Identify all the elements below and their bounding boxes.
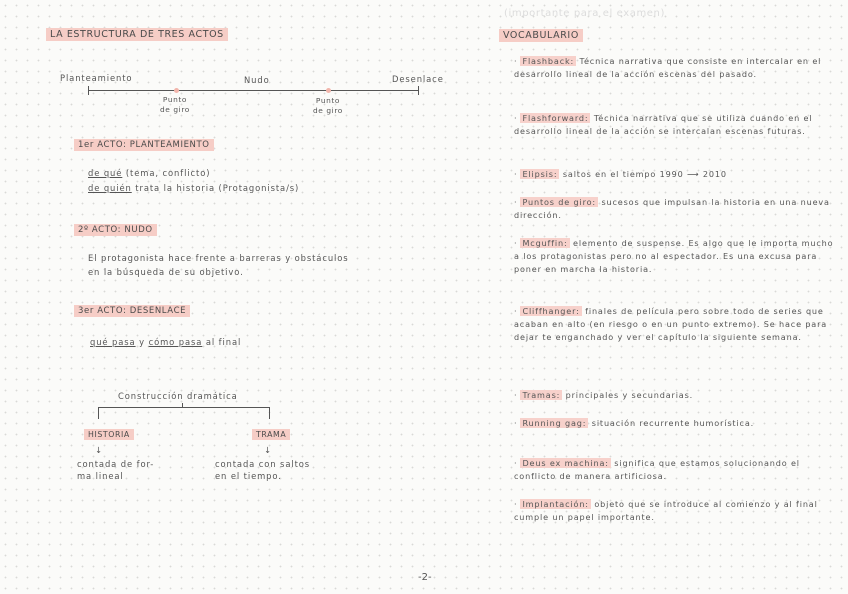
vocab-term: Tramas:: [522, 390, 561, 400]
vocab-item: · Elipsis: saltos en el tiempo 1990 ⟶ 2010: [514, 169, 727, 179]
vocab-item: · Tramas: principales y secundarias.: [514, 390, 694, 400]
act3-line1: qué pasa y cómo pasa al final: [90, 337, 242, 347]
faded-heading: (importante para el examen): [504, 8, 665, 19]
act3-heading: 3er ACTO: DESENLACE: [74, 306, 190, 316]
historia-description: contada de for- ma lineal: [77, 459, 155, 481]
construccion-title: Construcción dramática: [118, 391, 238, 401]
vocab-term: Puntos de giro:: [522, 197, 597, 207]
construccion-bracket-center: [182, 403, 183, 408]
historia-arrow: ↓: [95, 445, 103, 455]
page-title: LA ESTRUCTURA DE TRES ACTOS: [46, 29, 228, 40]
historia-label: HISTORIA: [84, 430, 134, 439]
vocab-item: · Flashforward: Técnica narrativa que se utiliza cuando en el desarrollo lineal de la acción se intercalan escenas futuras.: [514, 113, 813, 137]
vocab-definition: objeto que se introduce al comienzo y al final cumple un papel importante.: [514, 499, 818, 523]
vocab-definition: Técnica narrativa que consiste en intercalar en el desarrollo lineal de la acción escenas del pasado.: [514, 56, 822, 80]
act2-line1: El protagonista hace frente a barreras y obstáculos: [88, 253, 349, 263]
vocab-term: Mcguffin:: [522, 238, 568, 248]
timeline-start-tick: [88, 86, 89, 95]
vocab-term: Elipsis:: [522, 169, 558, 179]
vocab-definition: Técnica narrativa que se utiliza cuando en el desarrollo lineal de la acción se intercalan escenas futuras.: [514, 113, 813, 137]
act2-heading: 2º ACTO: NUDO: [74, 225, 157, 235]
vocab-term: Deus ex machina:: [522, 458, 609, 468]
vocab-term: Flashback:: [522, 56, 575, 66]
vocab-item: · Implantación: objeto que se introduce al comienzo y al final cumple un papel importante.: [514, 499, 818, 523]
vocab-term: Running gag:: [522, 418, 587, 428]
trama-description: contada con saltos en el tiempo.: [215, 459, 311, 481]
act2-line2: en la búsqueda de su objetivo.: [88, 267, 244, 277]
vocab-item: · Mcguffin: elemento de suspense. Es algo que le importa mucho a los protagonistas pero no al espectador. Es una excusa para poner en marcha la historia.: [514, 238, 834, 275]
timeline-line: [88, 90, 419, 91]
vocab-definition: principales y secundarias.: [562, 390, 694, 400]
act1-line2: de quién trata la historia (Protagonista/s): [88, 183, 300, 193]
vocab-definition: finales de película pero sobre todo de series que acaban en alto (en riesgo o en un punto extremo). Se hace para dejar te enganchado y ver el capítulo la siguiente semana.: [514, 306, 828, 343]
plot-point-1-label: Punto de giro: [160, 95, 190, 114]
construccion-bracket-right: [269, 407, 270, 419]
timeline-end-tick: [418, 86, 419, 95]
vocab-item: · Cliffhanger: finales de película pero sobre todo de series que acaban en alto (en riesgo o en un punto extremo). Se hace para dejar te enganchado y ver el capítulo la siguiente semana.: [514, 306, 828, 343]
vocab-definition: significa que estamos solucionando el conflicto de manera artificiosa.: [514, 458, 800, 482]
vocab-item: · Deus ex machina: significa que estamos solucionando el conflicto de manera artificiosa.: [514, 458, 800, 482]
vocab-definition: elemento de suspense. Es algo que le importa mucho a los protagonistas pero no al espectador. Es una excusa para poner en marcha la historia.: [514, 238, 834, 275]
plot-point-1-marker: [174, 88, 179, 93]
act1-heading: 1er ACTO: PLANTEAMIENTO: [74, 140, 214, 150]
trama-arrow: ↓: [264, 445, 272, 455]
vocab-definition: situación recurrente humorística.: [588, 418, 755, 428]
timeline-end-label: Desenlace: [392, 74, 444, 84]
act1-line1: de qué (tema, conflicto): [88, 168, 211, 178]
vocab-definition: saltos en el tiempo 1990 ⟶ 2010: [559, 169, 727, 179]
vocab-term: Flashforward:: [522, 113, 589, 123]
timeline-start-label: Planteamiento: [60, 73, 133, 83]
vocab-term: Implantación:: [522, 499, 589, 509]
timeline-middle-label: Nudo: [244, 75, 270, 85]
vocab-item: · Flashback: Técnica narrativa que consiste en intercalar en el desarrollo lineal de la acción escenas del pasado.: [514, 56, 822, 80]
vocab-item: · Puntos de giro: sucesos que impulsan la historia en una nueva dirección.: [514, 197, 830, 221]
trama-label: TRAMA: [252, 430, 290, 439]
plot-point-2-marker: [326, 88, 331, 93]
page-number: -2-: [418, 572, 432, 583]
vocabulary-title: VOCABULARIO: [499, 30, 583, 41]
vocab-definition: sucesos que impulsan la historia en una nueva dirección.: [514, 197, 830, 221]
construccion-bracket-h: [98, 407, 270, 408]
plot-point-2-label: Punto de giro: [313, 96, 343, 115]
vocab-term: Cliffhanger:: [522, 306, 580, 316]
construccion-bracket-left: [98, 407, 99, 419]
vocab-item: · Running gag: situación recurrente humorística.: [514, 418, 755, 428]
